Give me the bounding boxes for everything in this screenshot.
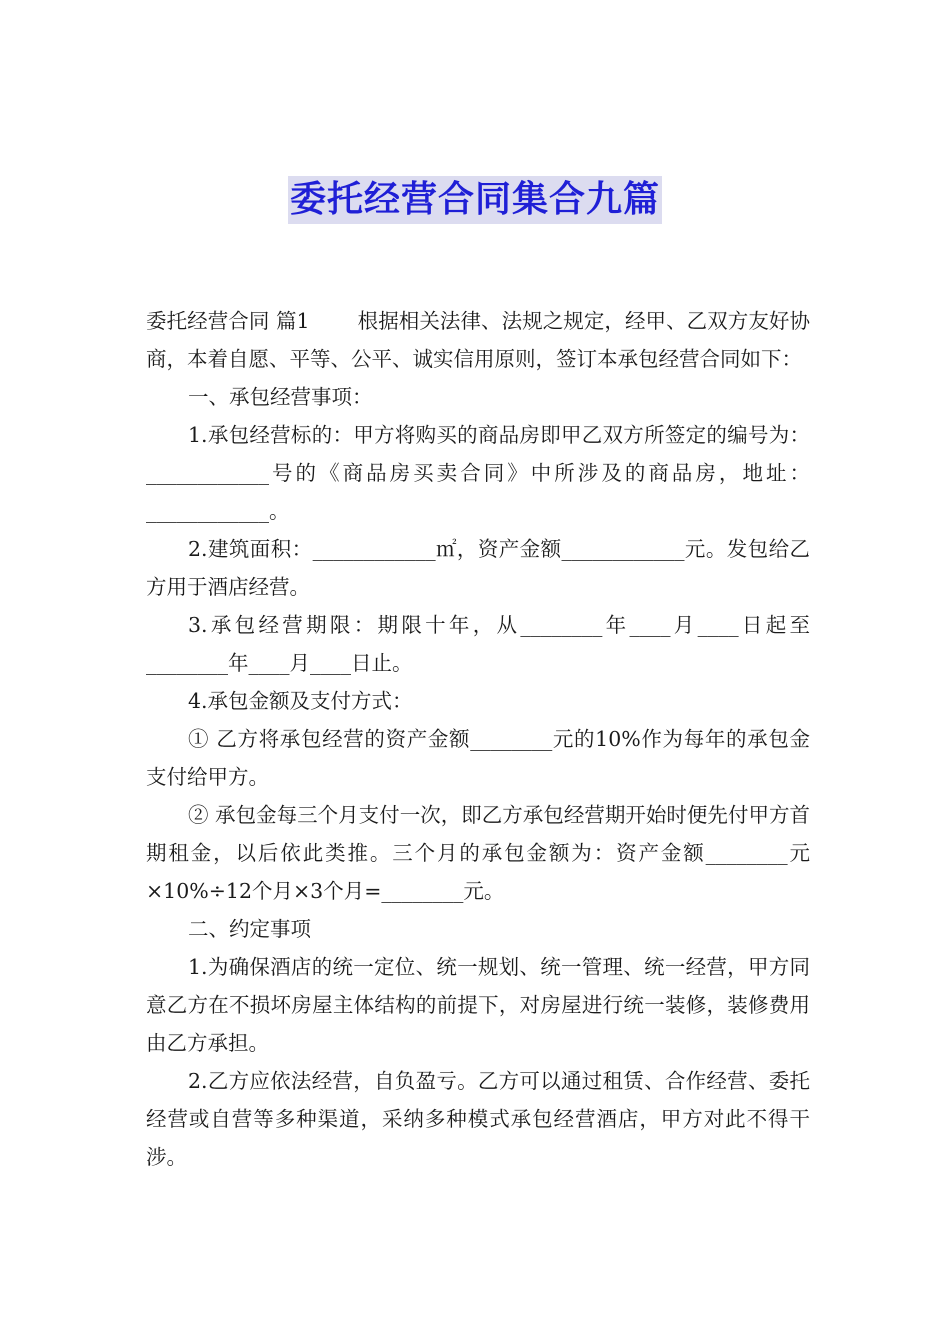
document-title: 委托经营合同集合九篇 — [288, 176, 662, 224]
intro-paragraph — [146, 302, 810, 378]
section-heading-1: 一、承包经营事项： — [188, 385, 373, 409]
intro-text: 根据相关法律、法规之规定，经甲、乙双方友好协商，本着自愿、平等、公平、诚实信用原则，签订本承包经营合同如下： — [146, 309, 810, 371]
document-body — [146, 302, 810, 1176]
clause-1-3: 3.承包经营期限：期限十年，从________年____月____日起至________年____月____日止。 — [146, 613, 810, 675]
title-area — [0, 176, 950, 224]
clause-1-4-item-2: ② 承包金每三个月支付一次，即乙方承包经营期开始时便先付甲方首期租金，以后依此类推。三个月的承包金额为：资产金额________元×10%÷12个月×3个月=________元。 — [146, 803, 810, 903]
clause-1-4-item-1: ① 乙方将承包经营的资产金额________元的10%作为每年的承包金支付给甲方。 — [146, 727, 810, 789]
section-heading-2: 二、约定事项 — [188, 917, 311, 941]
clause-2-2: 2.乙方应依法经营，自负盈亏。乙方可以通过租赁、合作经营、委托经营或自营等多种渠道，采纳多种模式承包经营酒店，甲方对此不得干涉。 — [146, 1069, 810, 1169]
clause-1-2: 2.建筑面积：____________㎡，资产金额____________元。发包给乙方用于酒店经营。 — [146, 537, 810, 599]
intro-heading: 委托经营合同 篇1 — [146, 309, 310, 333]
clause-1-1: 1.承包经营标的：甲方将购买的商品房即甲乙双方所签定的编号为：____________号的《商品房买卖合同》中所涉及的商品房，地址：____________。 — [146, 423, 810, 523]
clause-2-1: 1.为确保酒店的统一定位、统一规划、统一管理、统一经营，甲方同意乙方在不损坏房屋主体结构的前提下，对房屋进行统一装修，装修费用由乙方承担。 — [146, 955, 810, 1055]
clause-1-4: 4.承包金额及支付方式： — [188, 689, 413, 713]
